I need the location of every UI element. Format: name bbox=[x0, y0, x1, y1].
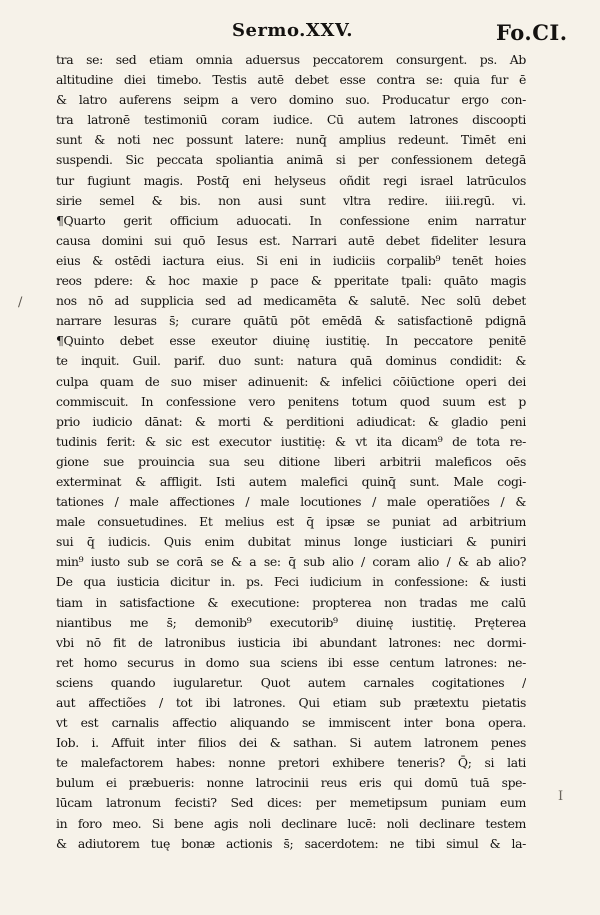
text-line: & adiutorem tuę bonæ actionis s̄; sacerdotem: ne tibi simul & la- bbox=[56, 835, 526, 851]
text-line: reos pdere: & hoc maxie p pace & pperitate tpali: quāto magis bbox=[56, 273, 526, 289]
text-line: male consuetudines. Et melius est q̄ ipsæ se puniat ad arbitrium bbox=[56, 514, 526, 530]
folio-number: Fo.CI. bbox=[496, 20, 568, 45]
text-line: tra se: sed etiam omnia aduersus peccatorem consurgent. ps. Ab bbox=[56, 52, 526, 67]
text-line: tationes / male affectiones / male locutiones / male operatiões / & bbox=[56, 494, 526, 510]
text-line: ¶Quarto gerit officium aduocati. In confessione enim narratur bbox=[56, 212, 526, 228]
text-line: exterminat & affligit. Isti autem malefici quinq̄ sunt. Male cogi- bbox=[56, 473, 526, 489]
text-line: causa domini sui quō Iesus est. Narrari autē debet fideliter lesura bbox=[56, 232, 526, 248]
text-line: & latro auferens seipm a vero domino suo. Producatur ergo con- bbox=[56, 92, 526, 108]
left-margin-mark: / bbox=[18, 295, 23, 310]
text-line: sirie semel & bis. non ausi sunt vltra redire. iiii.regū. vi. bbox=[56, 192, 526, 208]
text-line: sciens quando iugularetur. Quot autem carnales cogitationes / bbox=[56, 674, 526, 690]
text-line: bulum ei præbueris: nonne latrocinii reus eris qui domū tuā spe- bbox=[56, 775, 526, 791]
text-line: prio iudicio dānat: & morti & perditioni adiudicat: & gladio peni bbox=[56, 413, 526, 429]
text-line: altitudine diei timebo. Testis autē debet esse contra se: quia fur ē bbox=[56, 72, 526, 88]
text-line: ¶Quinto debet esse exeutor diuinę iustitię. In peccatore penitē bbox=[56, 333, 526, 349]
text-line: sui q̄ iudicis. Quis enim dubitat minus longe iusticiari & puniri bbox=[56, 534, 526, 550]
text-line: min⁹ iusto sub se corā se & a se: q̄ sub alio / coram alio / & ab alio? bbox=[56, 554, 526, 570]
text-line: nos nō ad supplicia sed ad medicamēta & salutē. Nec solū debet bbox=[56, 293, 526, 309]
text-line: De qua iusticia dicitur in. ps. Feci iudicium in confessione: & iusti bbox=[56, 574, 526, 590]
text-column bbox=[56, 50, 526, 854]
text-line: in foro meo. Si bene agis noli declinare lucē: noli declinare testem bbox=[56, 815, 526, 831]
text-line: Iob. i. Affuit inter filios dei & sathan. Si autem latronem penes bbox=[56, 735, 526, 751]
text-line: niantibus me s̄; demonib⁹ executorib⁹ diuinę iustitię. Pręterea bbox=[56, 614, 526, 630]
right-margin-mark: I bbox=[558, 789, 564, 804]
text-line: te malefactorem habes: nonne pretori exhibere teneris? Q̄; si lati bbox=[56, 755, 526, 771]
text-line: gione sue prouincia sua seu ditione liberi arbitrii maleficos oēs bbox=[56, 453, 526, 469]
text-line: tudinis ferit: & sic est executor iustitię: & vt ita dicam⁹ de tota re- bbox=[56, 433, 526, 449]
text-line: eius & ostēdi iactura eius. Si eni in iudiciis corpalib⁹ tenēt hoies bbox=[56, 252, 526, 268]
text-line: sunt & noti nec possunt latere: nunq̄ amplius redeunt. Timēt eni bbox=[56, 132, 526, 148]
text-line: vbi nō fit de latronibus iusticia ibi abundant latrones: nec dormi- bbox=[56, 634, 526, 650]
text-line: lūcam latronum fecisti? Sed dices: per memetipsum puniam eum bbox=[56, 795, 526, 811]
running-head: Sermo.XXV. bbox=[232, 20, 353, 41]
text-line: tur fugiunt magis. Postq̄ eni helyseus oñdit regi israel latrūculos bbox=[56, 172, 526, 188]
text-line: tiam in satisfactione & executione: propterea non tradas me calū bbox=[56, 594, 526, 610]
text-line: commiscuit. In confessione vero penitens totum quod suum est p bbox=[56, 393, 526, 409]
text-line: vt est carnalis affectio aliquando se immiscent inter bona opera. bbox=[56, 715, 526, 731]
text-line: suspendi. Sic peccata spoliantia animā si per confessionem detegā bbox=[56, 152, 526, 168]
text-line: tra latronē testimoniū coram iudice. Cū autem latrones discoopti bbox=[56, 112, 526, 128]
page-header bbox=[0, 20, 600, 50]
text-line: culpa quam de suo miser adinuenit: & infelici cōiūctione operi dei bbox=[56, 373, 526, 389]
text-line: aut affectiões / tot ibi latrones. Qui etiam sub prætextu pietatis bbox=[56, 695, 526, 710]
text-line: ret homo securus in domo sua sciens ibi esse centum latrones: ne- bbox=[56, 654, 526, 670]
text-line: te inquit. Guil. parif. duo sunt: natura quā dominus condidit: & bbox=[56, 353, 526, 369]
text-line: narrare lesuras s̄; curare quātū pōt emēdā & satisfactionē pdignā bbox=[56, 313, 526, 329]
